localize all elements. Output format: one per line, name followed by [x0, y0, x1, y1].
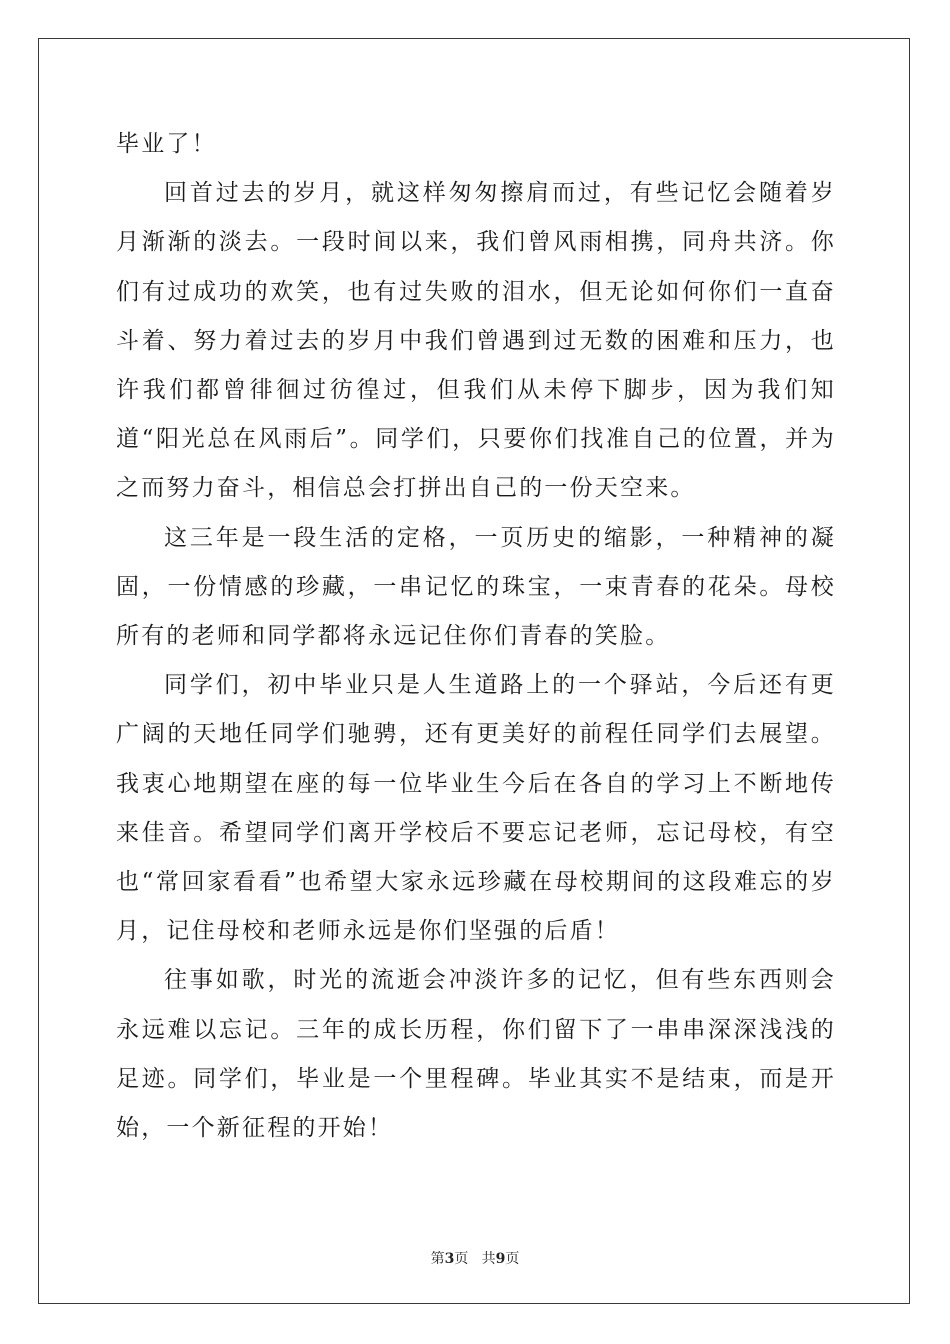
- total-prefix: 共: [481, 1251, 496, 1267]
- page-total: 9: [495, 1251, 506, 1267]
- paragraph: 毕业了！: [116, 131, 217, 157]
- paragraph: 这三年是一段生活的定格，一页历史的缩影，一种精神的凝固，一份情感的珍藏，一串记忆的珠宝，一束青春的花朵。母校所有的老师和同学都将永远记住你们青春的笑脸。: [116, 524, 836, 650]
- document-body: [116, 120, 836, 1153]
- total-suffix: 页: [505, 1251, 520, 1267]
- paragraph: 往事如歌，时光的流逝会冲淡许多的记忆，但有些东西则会永远难以忘记。三年的成长历程，你们留下了一串串深深浅浅的足迹。同学们，毕业是一个里程碑。毕业其实不是结束，而是开始，一个新征程的开始！: [116, 967, 836, 1142]
- page-prefix: 第: [430, 1251, 445, 1267]
- paragraph: 同学们，初中毕业只是人生道路上的一个驿站，今后还有更广阔的天地任同学们驰骋，还有更美好的前程任同学们去展望。我衷心地期望在座的每一位毕业生今后在各自的学习上不断地传来佳音。希望同学们离开学校后不要忘记老师，忘记母校，有空也“常回家看看”也希望大家永远珍藏在母校期间的这段难忘的岁月，记住母校和老师永远是你们坚强的后盾！: [116, 672, 836, 945]
- page-footer: [0, 1248, 950, 1268]
- page-current: 3: [444, 1251, 455, 1267]
- page-suffix: 页: [454, 1251, 469, 1267]
- paragraph: 回首过去的岁月，就这样匆匆擦肩而过，有些记忆会随着岁月渐渐的淡去。一段时间以来，我们曾风雨相携，同舟共济。你们有过成功的欢笑，也有过失败的泪水，但无论如何你们一直奋斗着、努力着过去的岁月中我们曾遇到过无数的困难和压力，也许我们都曾徘徊过彷徨过，但我们从未停下脚步，因为我们知道“阳光总在风雨后”。同学们，只要你们找准自己的位置，并为之而努力奋斗，相信总会打拼出自己的一份天空来。: [116, 180, 836, 502]
